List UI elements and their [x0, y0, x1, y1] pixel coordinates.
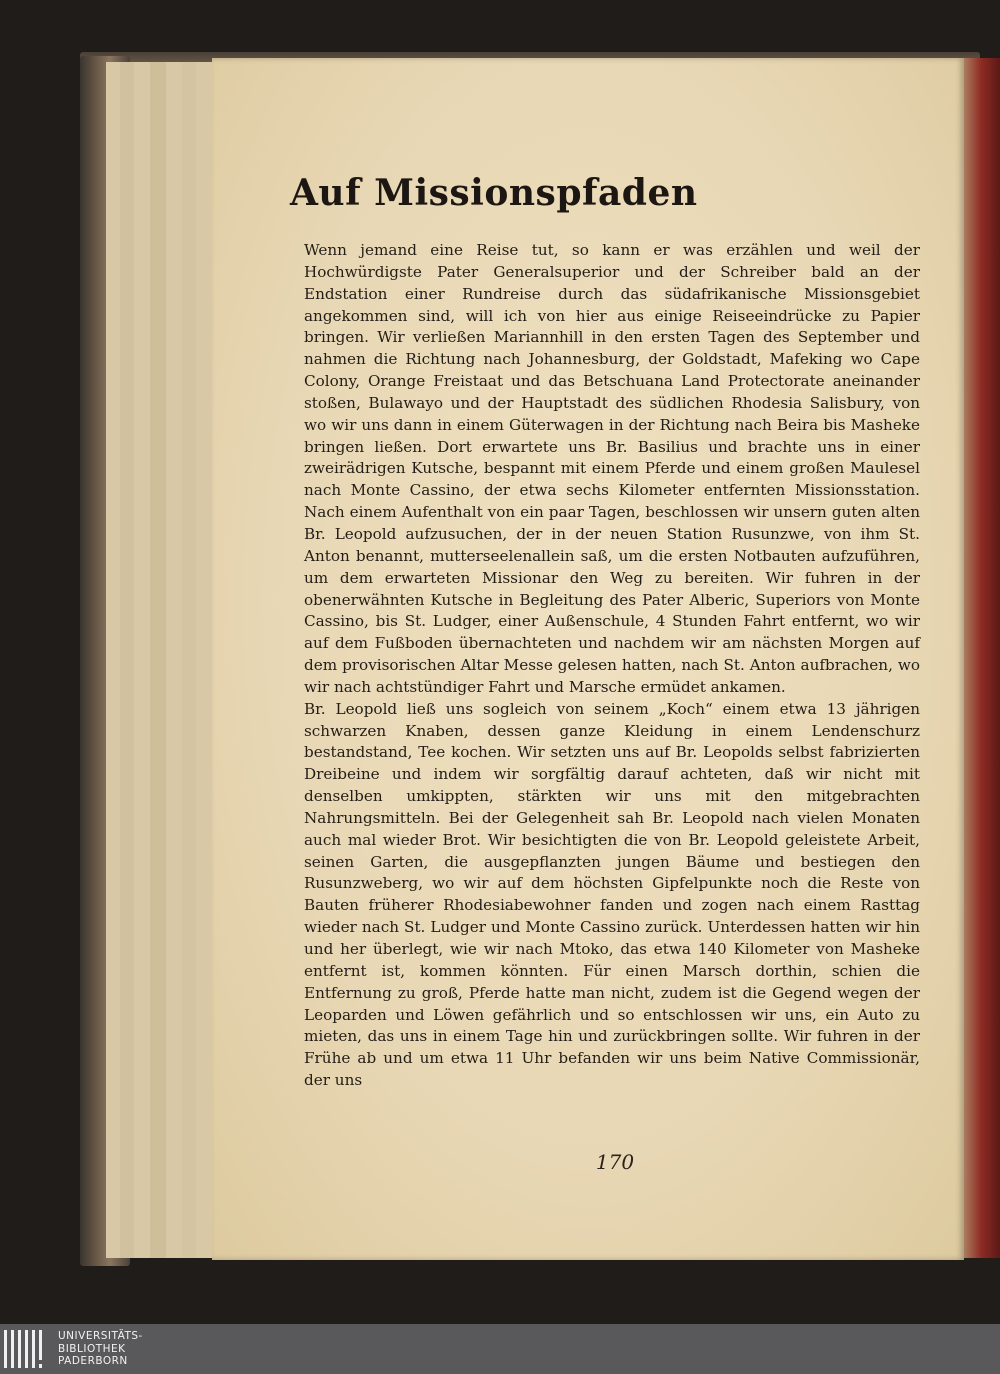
facing-page-edge: [958, 58, 1000, 1258]
library-logo-icon: [0, 1324, 50, 1374]
paragraph: Wenn jemand eine Reise tut, so kann er was erzählen und weil der Hochwürdigste Pater Generalsuperior und der Schreiber bald an der Endstation einer Rundreise durch das südafrikanische Missionsgebiet angekommen sind, will ich von hier aus einige Reiseeindrücke zu Papier bringen. Wir verließen Mariannhill in den ersten Tagen des September und nahmen die Richtung nach Johannesburg, der Goldstadt, Mafeking wo Cape Colony, Orange Freistaat und das Betschuana Land Protectorate aneinander stoßen, Bulawayo und der Hauptstadt des südlichen Rhodesia Salisbury, von wo wir uns dann in einem Güterwagen in der Richtung nach Beira bis Masheke bringen ließen. Dort erwartete uns Br. Basilius und brachte uns in einer zweirädrigen Kutsche, bespannt mit einem Pferde und einem großen Maulesel nach Monte Cassino, der etwa sechs Kilometer entfernten Missionsstation. Nach einem Aufenthalt von ein paar Tagen, beschlossen wir unsern guten alten Br. Leopold aufzusuchen, der in der neuen Station Rusunzwe, von ihm St. Anton benannt, mutterseelenallein saß, um die ersten Notbauten aufzuführen, um dem erwarteten Missionar den Weg zu bereiten. Wir fuhren in der obenerwähnten Kutsche in Begleitung des Pater Alberic, Superiors von Monte Cassino, bis St. Ludger, einer Außenschule, 4 Stunden Fahrt entfernt, wo wir auf dem Fußboden übernachteten und nachdem wir am nächsten Morgen auf dem provisorischen Altar Messe gelesen hatten, nach St. Anton aufbrachen, wo wir nach achtstündiger Fahrt und Marsche ermüdet ankamen.: [304, 241, 920, 696]
library-name-line: BIBLIOTHEK: [58, 1342, 126, 1355]
body-text: [304, 240, 920, 1092]
library-name: [58, 1330, 143, 1368]
paragraph: Br. Leopold ließ uns sogleich von seinem „Koch“ einem etwa 13 jährigen schwarzen Knaben, dessen ganze Kleidung in einem Lendenschurz bestandstand, Tee kochen. Wir setzten uns auf Br. Leopolds selbst fabrizierten Dreibeine und indem wir sorgfältig darauf achteten, daß wir nicht mit denselben umkippten, stärkten wir uns mit den mitgebrachten Nahrungsmitteln. Bei der Gelegenheit sah Br. Leopold nach vielen Monaten auch mal wieder Brot. Wir besichtigten die von Br. Leopold geleistete Arbeit, seinen Garten, die ausgepflanzten jungen Bäume und bestiegen den Rusunzweberg, wo wir auf dem höchsten Gipfelpunkte noch die Reste von Bauten früherer Rhodesiabewohner fanden und zogen nach einem Rasttag wieder nach St. Ludger und Monte Cassino zurück. Unterdessen hatten wir hin und her überlegt, wie wir nach Mtoko, das etwa 140 Kilometer von Masheke entfernt ist, kommen könnten. Für einen Marsch dorthin, schien die Entfernung zu groß, Pferde hatte man nicht, zudem ist die Gegend wegen der Leoparden und Löwen gefährlich und so entschlossen wir uns, ein Auto zu mieten, das uns in einem Tage hin und zurückbringen sollte. Wir fuhren in der Frühe ab und um etwa 11 Uhr befanden wir uns beim Native Commissionär, der uns: [304, 699, 920, 1090]
library-footer: [0, 1324, 1000, 1374]
library-name-line: PADERBORN: [58, 1355, 128, 1367]
page-number: 170: [595, 1150, 635, 1174]
library-name-line: UNIVERSITÄTS-: [58, 1330, 143, 1342]
chapter-heading: Auf Missionspfaden: [290, 172, 698, 214]
